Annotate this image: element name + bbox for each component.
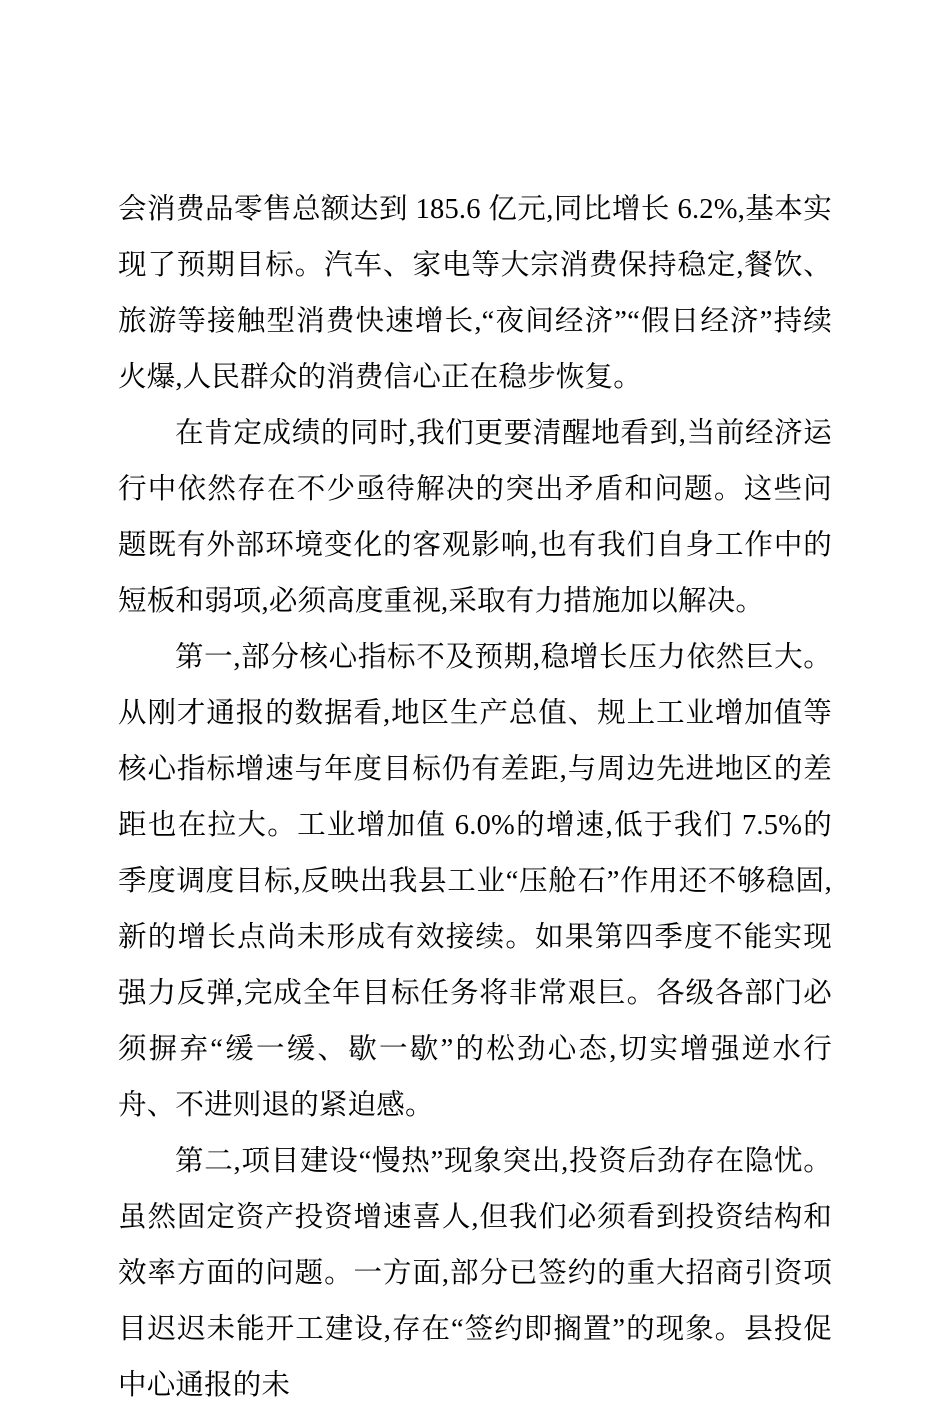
paragraph-2: 在肯定成绩的同时,我们更要清醒地看到,当前经济运行中依然存在不少亟待解决的突出矛盾和问题。这些问题既有外部环境变化的客观影响,也有我们自身工作中的短板和弱项,必须高度重视,采取有力措施加以解决。 xyxy=(118,418,832,617)
document-body xyxy=(118,182,832,1414)
paragraph-3: 第一,部分核心指标不及预期,稳增长压力依然巨大。从刚才通报的数据看,地区生产总值、规上工业增加值等核心指标增速与年度目标仍有差距,与周边先进地区的差距也在拉大。工业增加值 6.0%的增速,低于我们 7.5%的季度调度目标,反映出我县工业“压舱石”作用还不够稳固,新的增长点尚未形成有效接续。如果第四季度不能实现强力反弹,完成全年目标任务将非常艰巨。各级各部门必须摒弃“缓一缓、歇一歇”的松劲心态,切实增强逆水行舟、不进则退的紧迫感。 xyxy=(118,642,832,1121)
paragraph-4: 第二,项目建设“慢热”现象突出,投资后劲存在隐忧。虽然固定资产投资增速喜人,但我们必须看到投资结构和效率方面的问题。一方面,部分已签约的重大招商引资项目迟迟未能开工建设,存在“签约即搁置”的现象。县投促中心通报的未 xyxy=(118,1146,832,1401)
paragraph-1: 会消费品零售总额达到 185.6 亿元,同比增长 6.2%,基本实现了预期目标。汽车、家电等大宗消费保持稳定,餐饮、旅游等接触型消费快速增长,“夜间经济”“假日经济”持续火爆,人民群众的消费信心正在稳步恢复。 xyxy=(118,194,832,393)
